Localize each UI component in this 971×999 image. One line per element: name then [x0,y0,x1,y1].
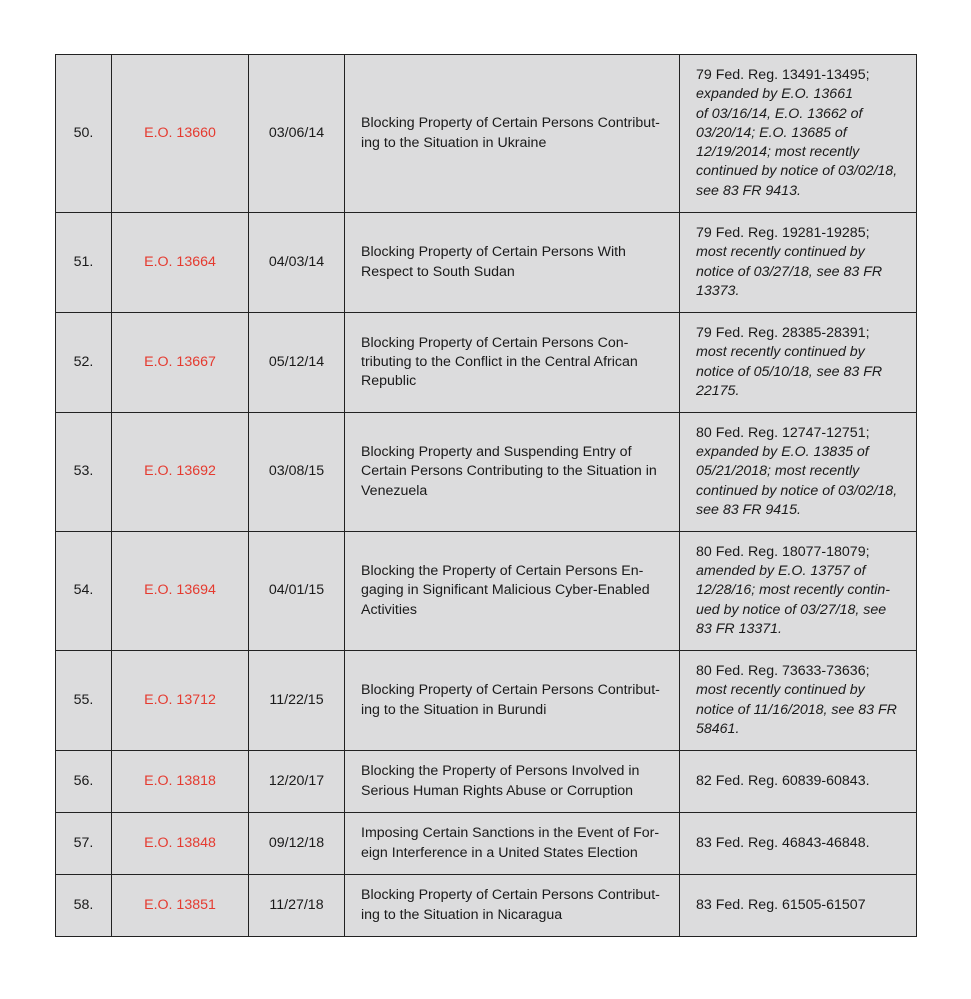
table-row [56,875,917,937]
order-title [345,751,680,813]
order-title-text: Blocking Property of Certain Persons Con- tributing to the Conflict in the Central African Republic [361,334,638,390]
citation-main: 82 Fed. Reg. 60839-60843. [696,772,870,789]
federal-register-citation [680,651,917,751]
row-number: 52. [56,313,112,413]
table-row [56,532,917,651]
citation-main: 79 Fed. Reg. 13491-13495; [696,66,870,83]
order-date: 03/08/15 [249,413,345,532]
citation-main: 79 Fed. Reg. 28385-28391; [696,324,870,341]
citation-note: most recently continued by notice of 03/27/18, see 83 FR 13373. [696,244,883,299]
order-title [345,55,680,213]
order-title [345,413,680,532]
executive-order-link[interactable]: E.O. 13848 [112,813,249,875]
order-title-text: Blocking Property of Certain Persons With Respect to South Sudan [361,244,626,280]
order-date: 05/12/14 [249,313,345,413]
order-date: 04/03/14 [249,213,345,313]
row-number: 51. [56,213,112,313]
table-row [56,813,917,875]
order-title [345,813,680,875]
order-title [345,213,680,313]
executive-order-link[interactable]: E.O. 13694 [112,532,249,651]
federal-register-citation [680,532,917,651]
executive-order-link[interactable]: E.O. 13712 [112,651,249,751]
executive-order-link[interactable]: E.O. 13851 [112,875,249,937]
order-title-text: Blocking Property of Certain Persons Contribut- ing to the Situation in Ukraine [361,115,660,151]
table-row [56,751,917,813]
citation-main: 80 Fed. Reg. 73633-73636; [696,662,870,679]
order-date: 12/20/17 [249,751,345,813]
table-row [56,413,917,532]
order-date: 04/01/15 [249,532,345,651]
order-date: 11/27/18 [249,875,345,937]
row-number: 56. [56,751,112,813]
citation-note: expanded by E.O. 13835 of 05/21/2018; most recently continued by notice of 03/02/18, see 83 FR 9415. [696,444,898,518]
federal-register-citation [680,751,917,813]
federal-register-citation [680,213,917,313]
table-row [56,55,917,213]
table-row [56,213,917,313]
citation-main: 80 Fed. Reg. 12747-12751; [696,424,870,441]
executive-order-link[interactable]: E.O. 13664 [112,213,249,313]
row-number: 54. [56,532,112,651]
order-date: 03/06/14 [249,55,345,213]
order-title [345,532,680,651]
table-body [56,55,917,937]
citation-main: 79 Fed. Reg. 19281-19285; [696,224,870,241]
row-number: 50. [56,55,112,213]
order-title-text: Blocking the Property of Persons Involved in Serious Human Rights Abuse or Corruption [361,763,640,799]
federal-register-citation [680,875,917,937]
table-row [56,651,917,751]
row-number: 58. [56,875,112,937]
federal-register-citation [680,313,917,413]
executive-orders-table [55,54,917,937]
citation-main: 83 Fed. Reg. 46843-46848. [696,834,870,851]
executive-order-link[interactable]: E.O. 13818 [112,751,249,813]
executive-order-link[interactable]: E.O. 13660 [112,55,249,213]
executive-order-link[interactable]: E.O. 13692 [112,413,249,532]
federal-register-citation [680,55,917,213]
row-number: 53. [56,413,112,532]
order-title-text: Blocking Property of Certain Persons Contribut- ing to the Situation in Nicaragua [361,887,660,923]
federal-register-citation [680,813,917,875]
order-title-text: Blocking the Property of Certain Persons En- gaging in Significant Malicious Cyber-Enabled Activities [361,563,650,618]
order-title-text: Blocking Property and Suspending Entry of Certain Persons Contributing to the Situation in Venezuela [361,444,657,499]
federal-register-citation [680,413,917,532]
order-title [345,313,680,413]
order-date: 11/22/15 [249,651,345,751]
citation-note: expanded by E.O. 13661 of 03/16/14, E.O. 13662 of 03/20/14; E.O. 13685 of 12/19/2014; most recently continued by notice of 03/02/18, see 83 FR 9413. [696,86,898,199]
citation-note: most recently continued by notice of 11/16/2018, see 83 FR 58461. [696,682,897,737]
citation-note: amended by E.O. 13757 of 12/28/16; most recently contin- ued by notice of 03/27/18, see 83 FR 13371. [696,563,890,637]
citation-main: 80 Fed. Reg. 18077-18079; [696,543,870,560]
executive-order-link[interactable]: E.O. 13667 [112,313,249,413]
order-title [345,875,680,937]
citation-main: 83 Fed. Reg. 61505-61507 [696,896,866,913]
row-number: 55. [56,651,112,751]
order-date: 09/12/18 [249,813,345,875]
citation-note: most recently continued by notice of 05/10/18, see 83 FR 22175. [696,344,883,399]
order-title [345,651,680,751]
order-title-text: Blocking Property of Certain Persons Contribut- ing to the Situation in Burundi [361,682,660,718]
table-row [56,313,917,413]
order-title-text: Imposing Certain Sanctions in the Event of For- eign Interference in a United States Election [361,825,660,861]
row-number: 57. [56,813,112,875]
